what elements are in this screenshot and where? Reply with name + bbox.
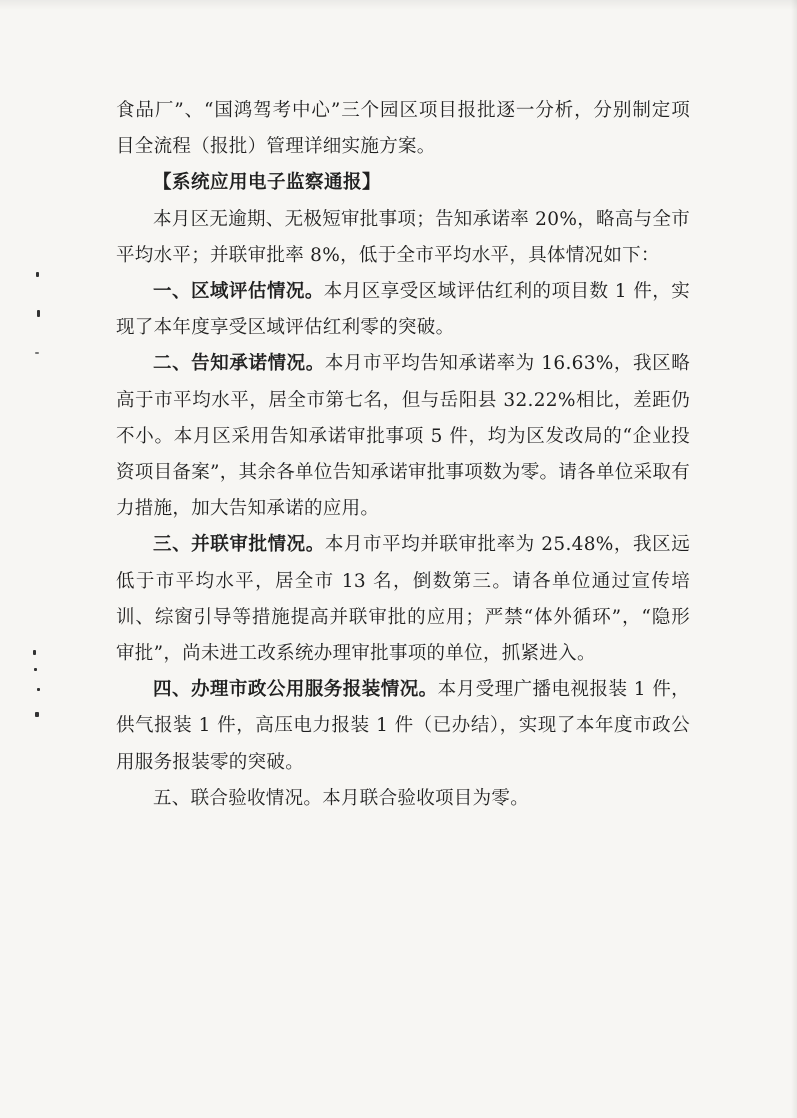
scan-speck — [35, 712, 39, 717]
item-heading: 一、区域评估情况。 — [153, 281, 324, 303]
item-municipal-services — [116, 672, 690, 781]
item-body: 本月区享受区域评估红利的项目数 1 件，实现了本年度享受区域评估红利零的突破。 — [116, 281, 690, 339]
scan-speck — [36, 272, 39, 277]
scan-speck — [37, 688, 40, 691]
item-parallel-approval — [116, 527, 690, 672]
item-notification-commitment — [116, 346, 690, 527]
item-regional-assessment — [116, 274, 690, 346]
scan-edge-shadow — [791, 0, 797, 1118]
scan-speck — [37, 310, 40, 317]
item-heading: 四、办理市政公用服务报装情况。 — [153, 679, 438, 701]
paragraph-summary: 本月区无逾期、无极短审批事项；告知承诺率 20%，略高与全市平均水平；并联审批率 8%，低于全市平均水平，具体情况如下： — [116, 208, 691, 266]
item-body: 本月受理广播电视报装 1 件，供气报装 1 件，高压电力报装 1 件（已办结），实现了本年度市政公用服务报装零的突破。 — [116, 679, 690, 773]
document-body — [116, 93, 690, 817]
item-heading: 二、告知承诺情况。 — [153, 353, 325, 375]
item-body: 本月市平均并联审批率为 25.48%，我区远低于市平均水平，居全市 13 名，倒数第三。请各单位通过宣传培训、综窗引导等措施提高并联审批的应用；严禁“体外循环”，“隐形审批”，尚未进工改系统办理审批事项的单位，抓紧进入。 — [116, 534, 691, 665]
scan-speck — [34, 668, 37, 671]
section-title: 【系统应用电子监察通报】 — [153, 172, 382, 194]
item-joint-acceptance: 五、联合验收情况。本月联合验收项目为零。 — [153, 787, 530, 809]
scan-speck — [35, 352, 39, 354]
item-heading: 三、并联审批情况。 — [153, 534, 325, 556]
item-body: 本月市平均告知承诺率为 16.63%，我区略高于市平均水平，居全市第七名，但与岳阳县 32.22%相比，差距仍不小。本月区采用告知承诺审批事项 5 件，均为区发改局的“企业投资项目备案”，其余各单位告知承诺审批事项数为零。请各单位采取有力措施，加大告知承诺的应用。 — [116, 353, 691, 520]
scan-speck — [33, 650, 36, 655]
paragraph-continuation: 食品厂”、“国鸿驾考中心”三个园区项目报批逐一分析，分别制定项目全流程（报批）管理详细实施方案。 — [116, 100, 690, 158]
scan-top-shadow — [0, 0, 797, 10]
